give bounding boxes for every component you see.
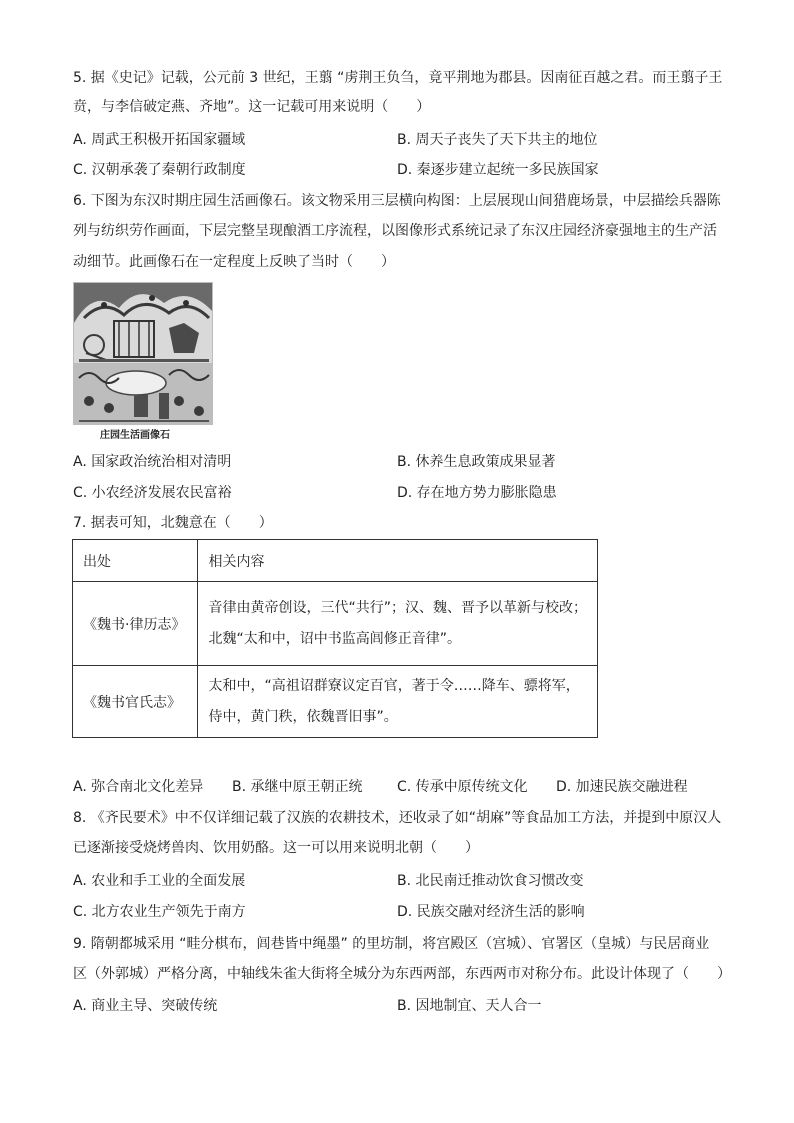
image-caption: 庄园生活画像石 <box>100 430 170 441</box>
q8-stem-line-1: 8. 《齐民要术》中不仅详细记载了汉族的农耕技术，还收录了如“胡麻”等食品加工方法，并提到中原汉人 <box>73 810 722 826</box>
q8-option-b: B. 北民南迁推动饮食习惯改变 <box>397 873 584 889</box>
q8-stem-line-2: 已逐渐接受烧烤兽肉、饮用奶酪。这一可以用来说明北朝（ ） <box>73 840 479 856</box>
q6-option-a: A. 国家政治统治相对清明 <box>73 454 232 470</box>
q7-table <box>72 539 598 738</box>
table-cell-content-line: 太和中，“高祖诏群寮议定百官，著于令……降车、骠将军， <box>208 677 580 694</box>
q9-stem-line-2: 区（外郭城）严格分离，中轴线朱雀大街将全城分为东西两部，东西两市对称分布。此设计体现了（ ） <box>73 966 731 982</box>
q9-option-a: A. 商业主导、突破传统 <box>73 998 218 1014</box>
q8-option-c: C. 北方农业生产领先于南方 <box>73 904 246 920</box>
q8-option-d: D. 民族交融对经济生活的影响 <box>397 904 585 920</box>
q7-stem: 7. 据表可知，北魏意在（ ） <box>73 515 273 531</box>
table-header-content: 相关内容 <box>198 540 598 582</box>
q5-option-b: B. 周天子丧失了天下共主的地位 <box>397 132 598 148</box>
q9-option-b: B. 因地制宜、天人合一 <box>397 998 542 1014</box>
manor-stone-relief-image <box>73 282 213 425</box>
table-cell-content-line: 侍中，黄门秩，依魏晋旧事”。 <box>208 708 398 725</box>
table-cell-content <box>198 582 598 666</box>
table-cell-content-line: 北魏“太和中，诏中书监高闾修正音律”。 <box>208 630 461 647</box>
q6-option-b: B. 休养生息政策成果显著 <box>397 454 556 470</box>
q5-option-a: A. 周武王积极开拓国家疆域 <box>73 132 246 148</box>
table-row <box>73 582 598 666</box>
q6-stem-line-1: 6. 下图为东汉时期庄园生活画像石。该文物采用三层横向构图：上层展现山间猎鹿场景，中层描绘兵器陈 <box>73 193 721 209</box>
table-cell-source: 《魏书官氏志》 <box>73 666 198 738</box>
q7-option-c: C. 传承中原传统文化 <box>397 779 528 795</box>
q9-stem-line-1: 9. 隋朝都城采用 “畦分棋布，闾巷皆中绳墨” 的里坊制，将宫殿区（宫城）、官署区（皇城）与民居商业 <box>73 936 710 952</box>
q8-option-a: A. 农业和手工业的全面发展 <box>73 873 246 889</box>
q6-option-d: D. 存在地方势力膨胀隐患 <box>397 485 557 501</box>
q5-stem-line-2: 贲，与李信破定燕、齐地”。这一记载可用来说明（ ） <box>73 99 431 115</box>
table-cell-content-line: 音律由黄帝创设，三代“共行”；汉、魏、晋予以革新与校改； <box>208 599 587 616</box>
table-row <box>73 666 598 738</box>
table-header-source: 出处 <box>73 540 198 582</box>
table-header-row <box>73 540 598 582</box>
q7-option-a: A. 弥合南北文化差异 <box>73 779 204 795</box>
q6-stem-line-3: 动细节。此画像石在一定程度上反映了当时（ ） <box>73 254 395 270</box>
q5-option-c: C. 汉朝承袭了秦朝行政制度 <box>73 162 246 178</box>
q5-option-d: D. 秦逐步建立起统一多民族国家 <box>397 162 599 178</box>
table-cell-content <box>198 666 598 738</box>
q7-option-d: D. 加速民族交融进程 <box>556 779 688 795</box>
q6-option-c: C. 小农经济发展农民富裕 <box>73 485 232 501</box>
q7-option-b: B. 承继中原王朝正统 <box>232 779 363 795</box>
table-cell-source: 《魏书·律历志》 <box>73 582 198 666</box>
q5-stem-line-1: 5. 据《史记》记载，公元前 3 世纪，王翦 “虏荆王负刍，竟平荆地为郡县。因南征百越之君。而王翦子王 <box>73 70 723 86</box>
q6-stem-line-2: 列与纺织劳作画面，下层完整呈现酿酒工序流程，以图像形式系统记录了东汉庄园经济豪强地主的生产活 <box>73 223 717 239</box>
